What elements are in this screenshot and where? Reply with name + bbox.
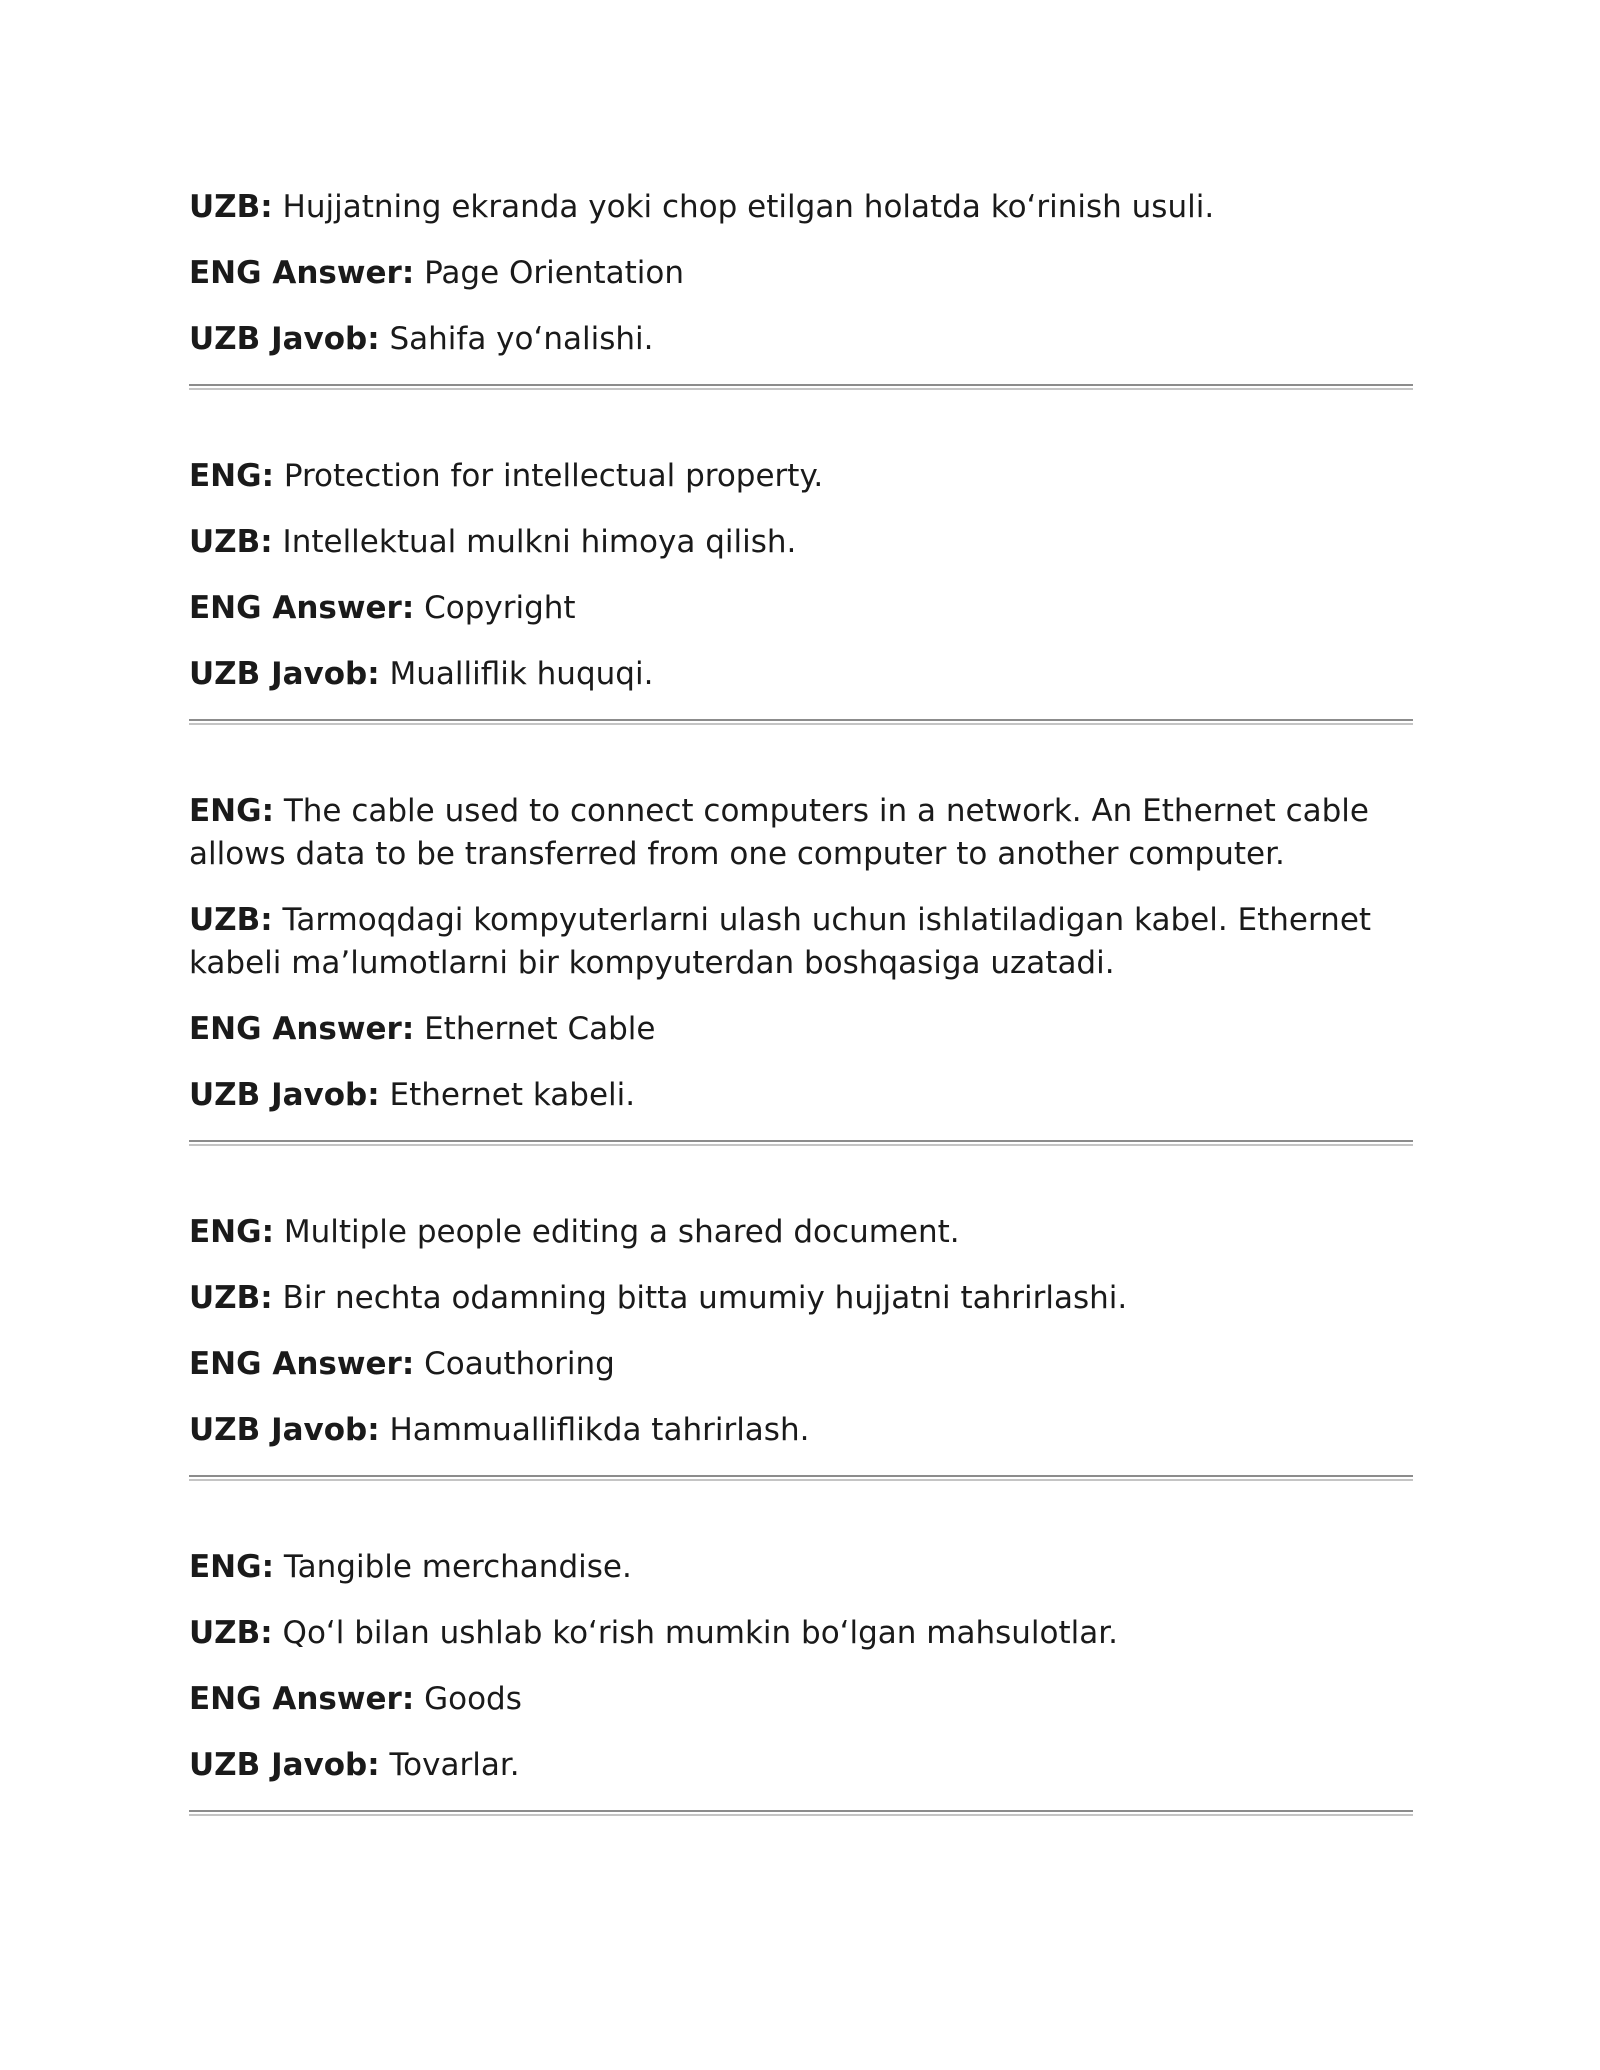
uzb-line: [189, 1277, 1413, 1320]
separator: [189, 384, 1413, 390]
eng-answer-label: ENG Answer:: [189, 1681, 415, 1717]
entry-page-orientation: [189, 186, 1413, 361]
eng-answer-text: Ethernet Cable: [424, 1011, 656, 1047]
separator: [189, 1475, 1413, 1481]
eng-answer-label: ENG Answer:: [189, 255, 415, 291]
uzb-label: UZB:: [189, 902, 273, 938]
eng-answer-line: [189, 1008, 1413, 1051]
eng-answer-text: Goods: [424, 1681, 522, 1717]
uzb-javob-text: Ethernet kabeli.: [389, 1077, 636, 1113]
uzb-javob-line: [189, 1744, 1413, 1787]
separator: [189, 1810, 1413, 1816]
uzb-javob-label: UZB Javob:: [189, 656, 380, 692]
uzb-javob-text: Hammualliflikda tahrirlash.: [389, 1412, 810, 1448]
uzb-text: Tarmoqdagi kompyuterlarni ulash uchun ishlatiladigan kabel. Ethernet kabeli maʼlumotlarni bir kompyuterdan boshqasiga uzatadi.: [189, 902, 1372, 981]
uzb-javob-label: UZB Javob:: [189, 321, 380, 357]
uzb-label: UZB:: [189, 524, 273, 560]
entry-coauthoring: [189, 1211, 1413, 1452]
uzb-javob-text: Sahifa yoʻnalishi.: [389, 321, 654, 357]
eng-label: ENG:: [189, 1214, 274, 1250]
uzb-javob-line: [189, 653, 1413, 696]
uzb-javob-line: [189, 1074, 1413, 1117]
uzb-javob-text: Tovarlar.: [389, 1747, 520, 1783]
eng-answer-label: ENG Answer:: [189, 590, 415, 626]
eng-line: [189, 1546, 1413, 1589]
entry-copyright: [189, 455, 1413, 696]
eng-answer-text: Page Orientation: [424, 255, 685, 291]
eng-answer-line: [189, 1678, 1413, 1721]
uzb-javob-label: UZB Javob:: [189, 1747, 380, 1783]
uzb-javob-text: Mualliflik huquqi.: [389, 656, 654, 692]
uzb-line: [189, 521, 1413, 564]
uzb-javob-line: [189, 318, 1413, 361]
eng-line: [189, 790, 1413, 876]
uzb-line: [189, 899, 1413, 985]
eng-answer-text: Coauthoring: [424, 1346, 615, 1382]
eng-label: ENG:: [189, 458, 274, 494]
uzb-label: UZB:: [189, 189, 273, 225]
eng-line: [189, 455, 1413, 498]
entry-goods: [189, 1546, 1413, 1787]
eng-label: ENG:: [189, 793, 274, 829]
eng-text: The cable used to connect computers in a network. An Ethernet cable allows data to be transferred from one computer to another computer.: [189, 793, 1369, 872]
uzb-label: UZB:: [189, 1280, 273, 1316]
separator: [189, 1140, 1413, 1146]
uzb-javob-line: [189, 1409, 1413, 1452]
eng-answer-label: ENG Answer:: [189, 1346, 415, 1382]
uzb-text: Hujjatning ekranda yoki chop etilgan holatda koʻrinish usuli.: [282, 189, 1215, 225]
uzb-text: Bir nechta odamning bitta umumiy hujjatni tahrirlashi.: [282, 1280, 1128, 1316]
entry-ethernet-cable: [189, 790, 1413, 1117]
eng-answer-line: [189, 252, 1413, 295]
uzb-line: [189, 186, 1413, 229]
eng-answer-label: ENG Answer:: [189, 1011, 415, 1047]
eng-text: Multiple people editing a shared document.: [283, 1214, 960, 1250]
eng-line: [189, 1211, 1413, 1254]
document-page: [189, 186, 1413, 1881]
uzb-text: Qoʻl bilan ushlab koʻrish mumkin boʻlgan mahsulotlar.: [282, 1615, 1119, 1651]
uzb-javob-label: UZB Javob:: [189, 1077, 380, 1113]
uzb-label: UZB:: [189, 1615, 273, 1651]
uzb-line: [189, 1612, 1413, 1655]
uzb-text: Intellektual mulkni himoya qilish.: [282, 524, 797, 560]
eng-text: Tangible merchandise.: [283, 1549, 632, 1585]
eng-answer-line: [189, 587, 1413, 630]
eng-label: ENG:: [189, 1549, 274, 1585]
eng-answer-text: Copyright: [424, 590, 576, 626]
separator: [189, 719, 1413, 725]
eng-answer-line: [189, 1343, 1413, 1386]
eng-text: Protection for intellectual property.: [283, 458, 824, 494]
uzb-javob-label: UZB Javob:: [189, 1412, 380, 1448]
